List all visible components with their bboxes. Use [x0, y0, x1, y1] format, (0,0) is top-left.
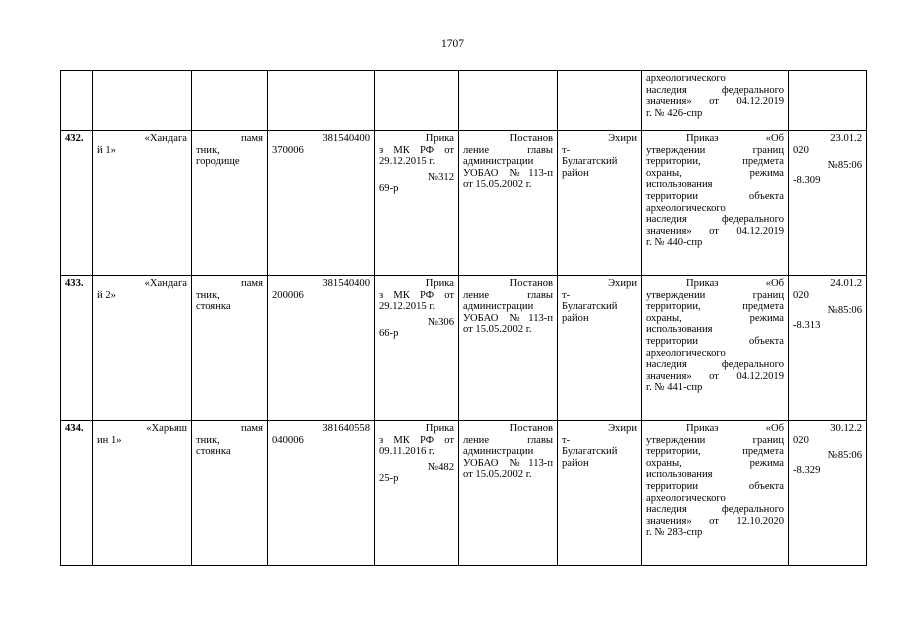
- date-part: 24.01.2: [830, 278, 862, 289]
- registry-number-part: 040006: [272, 434, 304, 446]
- doc-line: утверждении границ: [646, 434, 784, 446]
- order-part: 29.12.2015 г.: [379, 301, 436, 313]
- cell-registration-date: [789, 71, 867, 131]
- row-number: 432.: [65, 133, 84, 144]
- cell-number: [61, 276, 93, 421]
- cell-location: [558, 71, 642, 131]
- registry-number-part: 200006: [272, 289, 304, 301]
- order-part: Прика: [425, 133, 454, 144]
- location-part: район: [562, 167, 589, 179]
- date-part: 020: [793, 289, 809, 301]
- location-part: Булагатский: [562, 156, 618, 168]
- cell-order: [375, 71, 459, 131]
- cell-location: [558, 131, 642, 276]
- registry-number-part: 381640558: [322, 423, 370, 434]
- cell-registry-number: [268, 71, 375, 131]
- decree-part: Постанов: [509, 423, 553, 434]
- cell-registration-date: [789, 276, 867, 421]
- registration-number-part: №85:06: [827, 450, 862, 462]
- location-part: район: [562, 312, 589, 324]
- object-type-part: тник,: [196, 434, 220, 446]
- decree-part: ление главы: [463, 289, 553, 301]
- order-number-part: 25-р: [379, 473, 399, 485]
- page-number: 1707: [441, 38, 464, 50]
- doc-line: значения» от 04.12.2019: [646, 96, 784, 108]
- decree-part: Постанов: [509, 133, 553, 144]
- cell-location: [558, 276, 642, 421]
- doc-line: Приказ «Об: [686, 278, 784, 289]
- doc-line: значения» от 12.10.2020: [646, 515, 784, 527]
- cell-decree: [459, 71, 558, 131]
- decree-part: от 15.05.2002 г.: [463, 324, 532, 336]
- date-part: 30.12.2: [830, 423, 862, 434]
- doc-line: Приказ «Об: [686, 423, 784, 434]
- table-row: [61, 131, 867, 276]
- registry-number-part: 381540400: [322, 133, 370, 144]
- cell-type: [192, 421, 268, 566]
- object-type-part: тник,: [196, 289, 220, 301]
- order-part: з МК РФ от: [379, 144, 454, 156]
- heritage-registry-table: [60, 70, 867, 566]
- doc-line: археологического: [646, 73, 726, 84]
- location-part: район: [562, 457, 589, 469]
- object-type-part: памя: [241, 278, 263, 289]
- location-part: Булагатский: [562, 301, 618, 313]
- decree-part: администрации: [463, 446, 534, 458]
- cell-name: [93, 276, 192, 421]
- location-part: т-: [562, 434, 571, 446]
- date-part: 23.01.2: [830, 133, 862, 144]
- cell-decree: [459, 421, 558, 566]
- doc-line: территории объекта: [646, 335, 784, 347]
- doc-line: Приказ «Об: [686, 133, 784, 144]
- cell-decree: [459, 131, 558, 276]
- object-type-part: стоянка: [196, 446, 231, 458]
- object-type-part: памя: [241, 423, 263, 434]
- cell-number: [61, 421, 93, 566]
- doc-line: территории, предмета: [646, 446, 784, 458]
- registry-number-part: 370006: [272, 144, 304, 156]
- doc-line: г. № 441-спр: [646, 382, 703, 394]
- location-part: Эхири: [608, 133, 637, 144]
- cell-registration-date: [789, 421, 867, 566]
- decree-part: УОБАО №113-п: [463, 457, 553, 469]
- doc-line: охраны, режима: [646, 312, 784, 324]
- doc-line: территории объекта: [646, 190, 784, 202]
- decree-part: ление главы: [463, 434, 553, 446]
- location-part: Булагатский: [562, 446, 618, 458]
- object-name-part: ин 1»: [97, 434, 122, 446]
- object-type-part: стоянка: [196, 301, 231, 313]
- object-name-part: «Хандага: [144, 133, 187, 144]
- doc-line: наследия федерального: [646, 504, 784, 516]
- doc-line: наследия федерального: [646, 214, 784, 226]
- cell-boundary-document: [642, 421, 789, 566]
- order-part: 09.11.2016 г.: [379, 446, 435, 458]
- decree-part: от 15.05.2002 г.: [463, 179, 532, 191]
- table-row-continued: [61, 71, 867, 131]
- registry-number-part: 381540400: [322, 278, 370, 289]
- cell-registration-date: [789, 131, 867, 276]
- cell-name: [93, 421, 192, 566]
- cell-number: [61, 131, 93, 276]
- order-number-part: №306: [428, 316, 454, 328]
- cell-boundary-document: [642, 131, 789, 276]
- cell-name: [93, 71, 192, 131]
- object-name-part: «Хандага: [144, 278, 187, 289]
- row-number: 433.: [65, 278, 84, 289]
- object-name-part: й 2»: [97, 289, 116, 301]
- decree-part: от 15.05.2002 г.: [463, 469, 532, 481]
- cell-decree: [459, 276, 558, 421]
- doc-line: г. № 440-спр: [646, 237, 703, 249]
- doc-line: утверждении границ: [646, 144, 784, 156]
- object-type-part: городище: [196, 156, 240, 168]
- cell-order: [375, 131, 459, 276]
- doc-line: охраны, режима: [646, 457, 784, 469]
- doc-line: наследия федерального: [646, 359, 784, 371]
- doc-line: охраны, режима: [646, 167, 784, 179]
- order-part: 29.12.2015 г.: [379, 156, 436, 168]
- registration-number-part: -8.309: [793, 174, 821, 186]
- cell-registry-number: [268, 276, 375, 421]
- order-part: Прика: [425, 423, 454, 434]
- cell-name: [93, 131, 192, 276]
- cell-order: [375, 276, 459, 421]
- doc-line: археологического: [646, 347, 726, 359]
- decree-part: ление главы: [463, 144, 553, 156]
- registration-number-part: №85:06: [827, 305, 862, 317]
- object-name-part: «Харьяш: [146, 423, 187, 434]
- row-number: 434.: [65, 423, 84, 434]
- location-part: т-: [562, 289, 571, 301]
- doc-line: использования: [646, 469, 713, 481]
- date-part: 020: [793, 144, 809, 156]
- doc-line: наследия федерального: [646, 84, 784, 96]
- order-part: Прика: [425, 278, 454, 289]
- decree-part: Постанов: [509, 278, 553, 289]
- doc-line: археологического: [646, 492, 726, 504]
- doc-line: г. № 283-спр: [646, 527, 703, 539]
- decree-part: администрации: [463, 301, 534, 313]
- registration-number-part: -8.329: [793, 464, 821, 476]
- order-number-part: №312: [428, 171, 454, 183]
- doc-line: археологического: [646, 202, 726, 214]
- doc-line: значения» от 04.12.2019: [646, 225, 784, 237]
- decree-part: администрации: [463, 156, 534, 168]
- location-part: Эхири: [608, 278, 637, 289]
- cell-boundary-document: [642, 276, 789, 421]
- doc-line: утверждении границ: [646, 289, 784, 301]
- cell-registry-number: [268, 131, 375, 276]
- decree-part: УОБАО №113-п: [463, 312, 553, 324]
- location-part: т-: [562, 144, 571, 156]
- cell-number: [61, 71, 93, 131]
- cell-type: [192, 131, 268, 276]
- doc-line: использования: [646, 324, 713, 336]
- cell-boundary-document: [642, 71, 789, 131]
- doc-line: значения» от 04.12.2019: [646, 370, 784, 382]
- decree-part: УОБАО №113-п: [463, 167, 553, 179]
- order-number-part: №482: [428, 461, 454, 473]
- table-row: [61, 276, 867, 421]
- registration-number-part: №85:06: [827, 160, 862, 172]
- object-name-part: й 1»: [97, 144, 116, 156]
- order-number-part: 69-р: [379, 183, 399, 195]
- date-part: 020: [793, 434, 809, 446]
- location-part: Эхири: [608, 423, 637, 434]
- cell-type: [192, 71, 268, 131]
- registration-number-part: -8.313: [793, 319, 821, 331]
- cell-order: [375, 421, 459, 566]
- doc-line: территории, предмета: [646, 156, 784, 168]
- table-row: [61, 421, 867, 566]
- doc-line: использования: [646, 179, 713, 191]
- order-part: з МК РФ от: [379, 434, 454, 446]
- object-type-part: памя: [241, 133, 263, 144]
- order-number-part: 66-р: [379, 328, 399, 340]
- cell-type: [192, 276, 268, 421]
- cell-location: [558, 421, 642, 566]
- order-part: з МК РФ от: [379, 289, 454, 301]
- doc-line: г. № 426-спр: [646, 107, 703, 119]
- cell-registry-number: [268, 421, 375, 566]
- object-type-part: тник,: [196, 144, 220, 156]
- doc-line: территории объекта: [646, 480, 784, 492]
- doc-line: территории, предмета: [646, 301, 784, 313]
